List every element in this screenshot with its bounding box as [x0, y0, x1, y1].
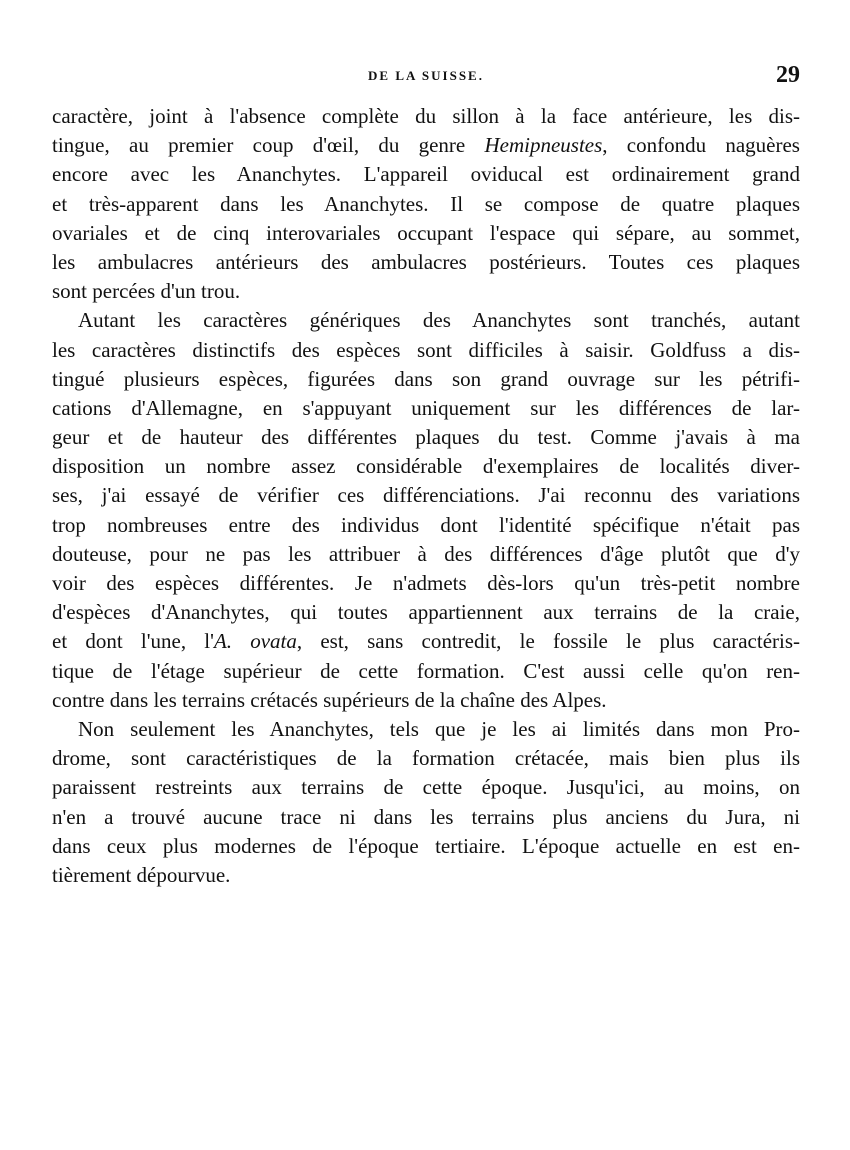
- running-header: [52, 64, 800, 94]
- text-line: tique de l'étage supérieur de cette formation. C'est aussi celle qu'on ren-: [52, 658, 800, 683]
- text-line: Non seulement les Ananchytes, tels que je les ai limités dans mon Pro-: [78, 716, 800, 741]
- running-title: DE LA SUISSE.: [368, 68, 484, 83]
- paragraph-1: [52, 102, 800, 306]
- text-line: trop nombreuses entre des individus dont l'identité spécifique n'était pas: [52, 512, 800, 537]
- text-line: tièrement dépourvue.: [52, 862, 231, 887]
- genus-name-italic: Hemipneustes: [484, 133, 603, 158]
- text-line: douteuse, pour ne pas les attribuer à des différences d'âge plutôt que d'y: [52, 541, 800, 566]
- text-line: dans ceux plus modernes de l'époque tertiaire. L'époque actuelle en est en-: [52, 833, 800, 858]
- text-segment: et dont l'une, l': [52, 629, 214, 654]
- text-line: [52, 131, 800, 160]
- species-name-italic: A. ovata: [213, 629, 297, 654]
- text-line: drome, sont caractéristiques de la formation crétacée, mais bien plus ils: [52, 746, 800, 771]
- text-segment: , confondu naguères: [602, 133, 800, 158]
- text-line: geur et de hauteur des différentes plaques du test. Comme j'avais à ma: [52, 425, 800, 450]
- text-line: tingué plusieurs espèces, figurées dans son grand ouvrage sur les pétrifi-: [52, 366, 800, 391]
- text-line: cations d'Allemagne, en s'appuyant uniquement sur les différences de lar-: [52, 395, 800, 420]
- text-line: encore avec les Ananchytes. L'appareil oviducal est ordinairement grand: [52, 162, 800, 187]
- text-segment: tingue, au premier coup d'œil, du genre: [52, 133, 485, 158]
- text-line: ses, j'ai essayé de vérifier ces différenciations. J'ai reconnu des variations: [52, 483, 800, 508]
- text-line: n'en a trouvé aucune trace ni dans les terrains plus anciens du Jura, ni: [52, 804, 800, 829]
- text-line: caractère, joint à l'absence complète du sillon à la face antérieure, les dis-: [52, 104, 800, 128]
- body-text: [52, 102, 800, 890]
- text-line: et très-apparent dans les Ananchytes. Il se compose de quatre plaques: [52, 191, 800, 216]
- page-number: 29: [776, 62, 800, 88]
- text-line: contre dans les terrains crétacés supérieurs de la chaîne des Alpes.: [52, 687, 607, 712]
- text-line: disposition un nombre assez considérable d'exemplaires de localités diver-: [52, 454, 800, 479]
- text-line: paraissent restreints aux terrains de cette époque. Jusqu'ici, au moins, on: [52, 775, 800, 800]
- text-line: Autant les caractères génériques des Ananchytes sont tranchés, autant: [78, 308, 800, 333]
- text-line: ovariales et de cinq interovariales occupant l'espace qui sépare, au sommet,: [52, 220, 800, 245]
- paragraph-3: [52, 715, 800, 890]
- text-line: sont percées d'un trou.: [52, 279, 241, 304]
- text-line: les caractères distinctifs des espèces sont difficiles à saisir. Goldfuss a dis-: [52, 337, 800, 362]
- text-line: d'espèces d'Ananchytes, qui toutes appartiennent aux terrains de la craie,: [52, 600, 800, 625]
- paragraph-2: [52, 306, 800, 715]
- text-line: [52, 627, 800, 656]
- text-line: voir des espèces différentes. Je n'admets dès-lors qu'un très-petit nombre: [52, 571, 800, 595]
- text-line: les ambulacres antérieurs des ambulacres postérieurs. Toutes ces plaques: [52, 249, 800, 274]
- text-segment: , est, sans contredit, le fossile le plus caractéris-: [296, 629, 801, 654]
